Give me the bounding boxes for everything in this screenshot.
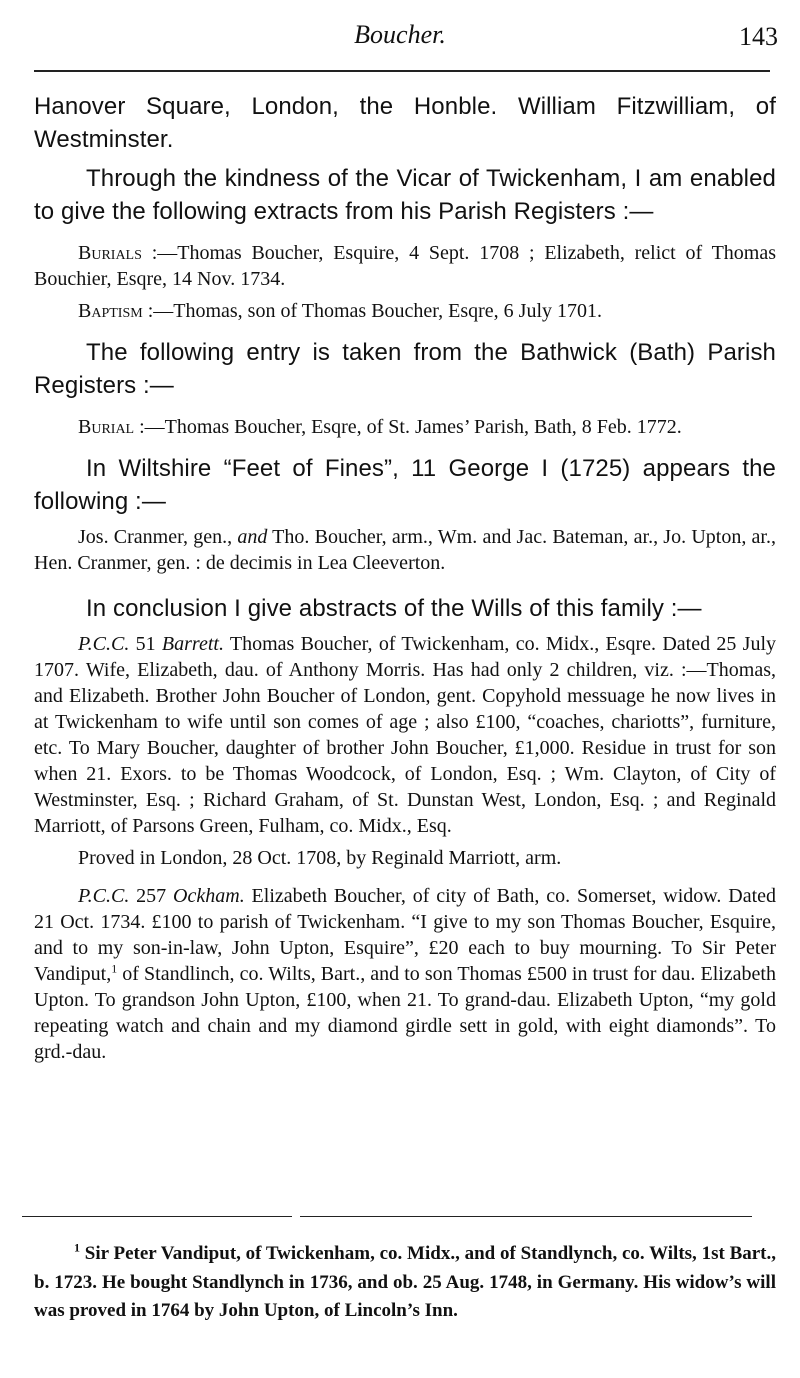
footnote-text: Sir Peter Vandiput, of Twickenham, co. Midx., and of Standlynch, co. Wilts, 1st Bart., b. 1723. He bought Standlynch in 1736, and ob. 25 Aug. 1748, in Germany. His widow’s will was proved in 1764 by John Upton, of Lincoln’s Inn. bbox=[34, 1243, 776, 1321]
footnote bbox=[34, 1240, 776, 1326]
will-ockham bbox=[34, 883, 776, 1065]
will-barrett bbox=[34, 631, 776, 839]
footnote-rule-short bbox=[22, 1216, 292, 1217]
baptism-text: :—Thomas, son of Thomas Boucher, Esqre, 6 July 1701. bbox=[142, 300, 603, 322]
footnote-ref-marker: 1 bbox=[111, 961, 118, 976]
entry-baptism bbox=[34, 298, 776, 324]
paragraph-hanover: Hanover Square, London, the Honble. William Fitzwilliam, of Westminster. bbox=[34, 93, 776, 153]
main-text bbox=[34, 90, 776, 1065]
will2-text-a: Elizabeth Boucher, of city of Bath, co. Somerset, widow. Dated 21 Oct. 1734. £100 to parish of Twickenham. “I give to my son Thomas Boucher, Esquire, and to my son-in-law, John Upton, Esquire”, £20 each to buy mourning. To Sir Peter Vandiput, bbox=[34, 885, 777, 985]
baptism-label: Baptism bbox=[78, 300, 143, 322]
paragraph-wiltshire: In Wiltshire “Feet of Fines”, 11 George I (1725) appears the following :— bbox=[34, 455, 776, 515]
footnote-rules bbox=[0, 1216, 800, 1220]
paragraph-vicar: Through the kindness of the Vicar of Twickenham, I am enabled to give the following extracts from his Parish Registers :— bbox=[34, 165, 776, 225]
will1-text: Thomas Boucher, of Twickenham, co. Midx., Esqre. Dated 25 July 1707. Wife, Elizabeth, dau. of Anthony Morris. Has had only 2 children, viz. :—Thomas, and Elizabeth. Brother John Boucher of London, gent. Copyhold messuage he now lives in at Twickenham to wife until son comes of age ; also £100, “coaches, chariotts”, furniture, etc. To Mary Boucher, daughter of brother John Boucher, £1,000. Residue in trust for son when 21. Exors. to be Thomas Woodcock, of London, Esq. ; Wm. Clayton, of City of Westminster, Esq. ; Richard Graham, of St. Dunstan West, London, Esq. ; and Reginald Marriott, of Parsons Green, Fulham, co. Midx., Esq. bbox=[34, 633, 776, 837]
header-rule bbox=[34, 70, 770, 72]
will1-number: 51 bbox=[129, 633, 162, 655]
paragraph-bathwick: The following entry is taken from the Bathwick (Bath) Parish Registers :— bbox=[34, 339, 776, 399]
page-header bbox=[0, 18, 800, 58]
burials-text: :—Thomas Boucher, Esquire, 4 Sept. 1708 ; Elizabeth, relict of Thomas Bouchier, Esqre, 14 Nov. 1734. bbox=[34, 242, 776, 290]
entry-fines bbox=[34, 524, 776, 576]
entry-burials bbox=[34, 240, 776, 292]
fines-text-b: Tho. Boucher, arm., Wm. and Jac. Bateman, ar., Jo. Upton, ar., Hen. Cranmer, gen. : de decimis in Lea Cleeverton. bbox=[34, 526, 776, 574]
page-number: 143 bbox=[739, 22, 778, 51]
running-head: Boucher. bbox=[354, 20, 446, 49]
footnote-rule-long bbox=[300, 1216, 752, 1217]
fines-and: and bbox=[237, 526, 268, 548]
burial-label: Burial bbox=[78, 416, 135, 438]
will2-ref: P.C.C. bbox=[78, 885, 130, 907]
paragraph-conclusion: In conclusion I give abstracts of the Wills of this family :— bbox=[86, 595, 702, 622]
will1-name: Barrett. bbox=[161, 633, 224, 655]
entry-burial-bath bbox=[34, 414, 776, 440]
will2-number: 257 bbox=[129, 885, 174, 907]
will1-proved: Proved in London, 28 Oct. 1708, by Reginald Marriott, arm. bbox=[78, 847, 562, 869]
burial-text: :—Thomas Boucher, Esqre, of St. James’ Parish, Bath, 8 Feb. 1772. bbox=[134, 416, 682, 438]
fines-text-a: Jos. Cranmer, gen., bbox=[78, 526, 238, 548]
footnote-marker: 1 bbox=[74, 1240, 80, 1255]
will2-name: Ockham. bbox=[173, 885, 245, 907]
will1-ref: P.C.C. bbox=[78, 633, 130, 655]
burials-label: Burials bbox=[78, 242, 142, 264]
will2-text-b: of Standlinch, co. Wilts, Bart., and to son Thomas £500 in trust for dau. Elizabeth Upton. To grandson John Upton, £100, when 21. To grand-dau. Elizabeth Upton, “my gold repeating watch and chain and my diamond girdle sett in gold, with eight diamonds”. To grd.-dau. bbox=[34, 963, 776, 1063]
